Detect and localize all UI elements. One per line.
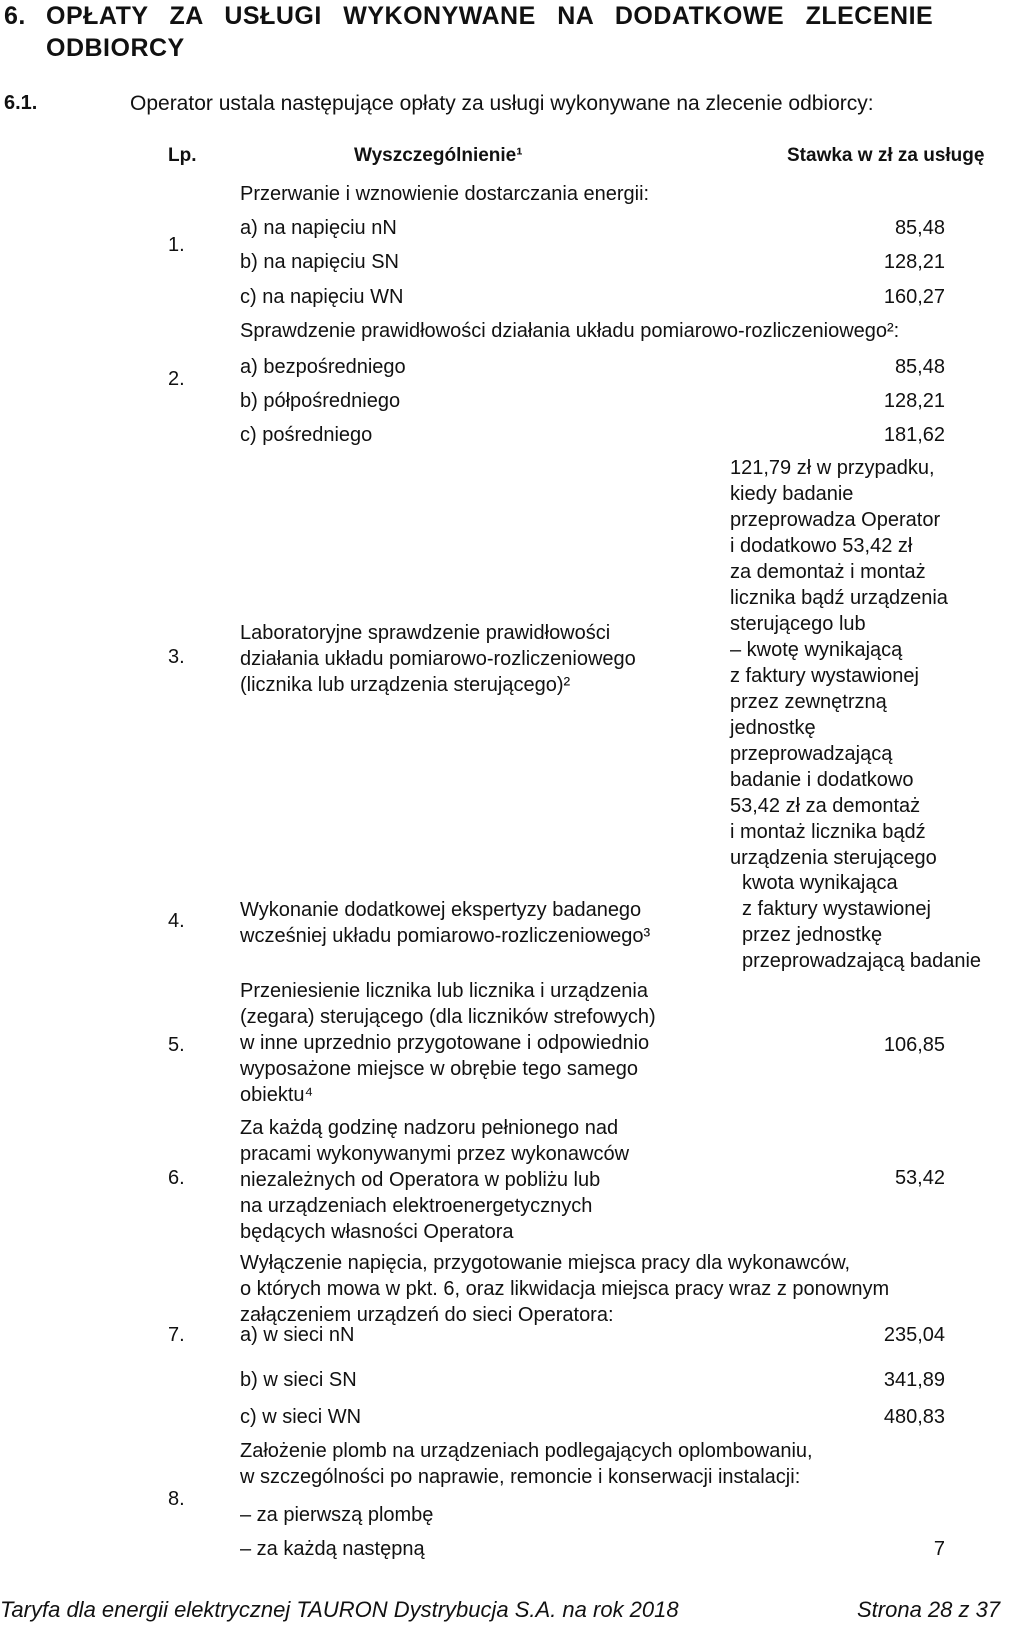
section-title-line1: OPŁATY ZA USŁUGI WYKONYWANE NA DODATKOWE ZLECENIE bbox=[46, 2, 934, 30]
row-8-value-next: 7 bbox=[933, 1538, 945, 1560]
row-1-item-c: c) na napięciu WN bbox=[240, 286, 404, 308]
row-6-title: Za każdą godzinę nadzoru pełnionego nad pracami wykonywanymi przez wykonawców niezależnych od Operatora w pobliżu lub na urządzeniach elektroenergetycznych będących własności Operatora bbox=[240, 1117, 630, 1243]
header-rate: Stawka w zł za usługę bbox=[787, 145, 985, 166]
row-1-value-c: 160,27 bbox=[883, 286, 945, 308]
row-6-value: 53,42 bbox=[894, 1167, 945, 1189]
header-description: Wyszczególnienie¹ bbox=[354, 145, 523, 166]
row-2-lp: 2. bbox=[168, 368, 185, 390]
row-7-item-b: b) w sieci SN bbox=[240, 1369, 357, 1391]
header-lp: Lp. bbox=[168, 145, 197, 166]
row-1-title: Przerwanie i wznowienie dostarczania energii: bbox=[240, 183, 650, 205]
row-7-value-b: 341,89 bbox=[883, 1369, 945, 1391]
footer-tariff-title: Taryfa dla energii elektrycznej TAURON Dystrybucja S.A. na rok 2018 bbox=[0, 1597, 679, 1622]
row-8-item-first: – za pierwszą plombę bbox=[240, 1504, 434, 1526]
row-7-title: Wyłączenie napięcia, przygotowanie miejsca pracy dla wykonawców, o których mowa w pkt. 6, oraz likwidacja miejsca pracy wraz z ponownym załączeniem urządzeń do sieci Operatora: bbox=[240, 1252, 890, 1326]
row-1-item-b: b) na napięciu SN bbox=[240, 251, 399, 273]
subsection-text: Operator ustala następujące opłaty za usługi wykonywane na zlecenie odbiorcy: bbox=[130, 92, 874, 115]
footer-page-number: Strona 28 z 37 bbox=[857, 1597, 1001, 1622]
row-2-value-a: 85,48 bbox=[894, 356, 945, 378]
row-2-item-c: c) pośredniego bbox=[240, 424, 373, 446]
row-2-item-b: b) półpośredniego bbox=[240, 390, 401, 412]
row-2-value-b: 128,21 bbox=[883, 390, 945, 412]
row-3-lp: 3. bbox=[168, 646, 185, 668]
section-title-line2: ODBIORCY bbox=[46, 34, 185, 62]
row-2-value-c: 181,62 bbox=[883, 424, 945, 446]
row-1-lp: 1. bbox=[168, 234, 185, 256]
row-7-value-a: 235,04 bbox=[883, 1324, 945, 1346]
row-5-value: 106,85 bbox=[883, 1034, 945, 1056]
row-5-title: Przeniesienie licznika lub licznika i urządzenia (zegara) sterującego (dla liczników strefowych) w inne uprzednio przygotowane i odpowiednio wyposażone miejsce w obrębie tego samego obiektu⁴ bbox=[240, 980, 656, 1106]
row-5-lp: 5. bbox=[168, 1034, 185, 1056]
row-2-item-a: a) bezpośredniego bbox=[240, 356, 406, 378]
subsection-number: 6.1. bbox=[4, 92, 38, 114]
row-3-title: Laboratoryjne sprawdzenie prawidłowości działania układu pomiarowo-rozliczeniowego (licznika lub urządzenia sterującego)² bbox=[240, 622, 636, 696]
row-1-item-a: a) na napięciu nN bbox=[240, 217, 397, 239]
row-7-item-c: c) w sieci WN bbox=[240, 1406, 362, 1428]
row-8-title: Założenie plomb na urządzeniach podlegających oplombowaniu, w szczególności po naprawie, remoncie i konserwacji instalacji: bbox=[240, 1440, 813, 1488]
section-number: 6. bbox=[4, 2, 26, 30]
row-7-lp: 7. bbox=[168, 1324, 185, 1346]
row-8-lp: 8. bbox=[168, 1488, 185, 1510]
row-1-value-a: 85,48 bbox=[894, 217, 945, 239]
row-8-item-next: – za każdą następną bbox=[240, 1538, 425, 1560]
row-6-lp: 6. bbox=[168, 1167, 185, 1189]
row-2-title: Sprawdzenie prawidłowości działania układu pomiarowo-rozliczeniowego²: bbox=[240, 320, 900, 342]
row-4-title: Wykonanie dodatkowej ekspertyzy badanego wcześniej układu pomiarowo-rozliczeniowego³ bbox=[240, 899, 651, 947]
row-4-rate-text: kwota wynikająca z faktury wystawionej przez jednostkę przeprowadzającą badanie bbox=[742, 872, 982, 972]
row-3-rate-text: 121,79 zł w przypadku, kiedy badanie przeprowadza Operator i dodatkowo 53,42 zł za demontaż i montaż licznika bądź urządzenia sterującego lub – kwotę wynikającą z faktury wystawionej przez zewnętrzną jednostkę przeprowadzającą badanie i dodatkowo 53,42 zł za demontaż i montaż licznika bądź urządzenia sterującego bbox=[730, 457, 948, 869]
row-7-value-c: 480,83 bbox=[883, 1406, 945, 1428]
row-7-item-a: a) w sieci nN bbox=[240, 1324, 355, 1346]
row-4-lp: 4. bbox=[168, 910, 185, 932]
row-1-value-b: 128,21 bbox=[883, 251, 945, 273]
